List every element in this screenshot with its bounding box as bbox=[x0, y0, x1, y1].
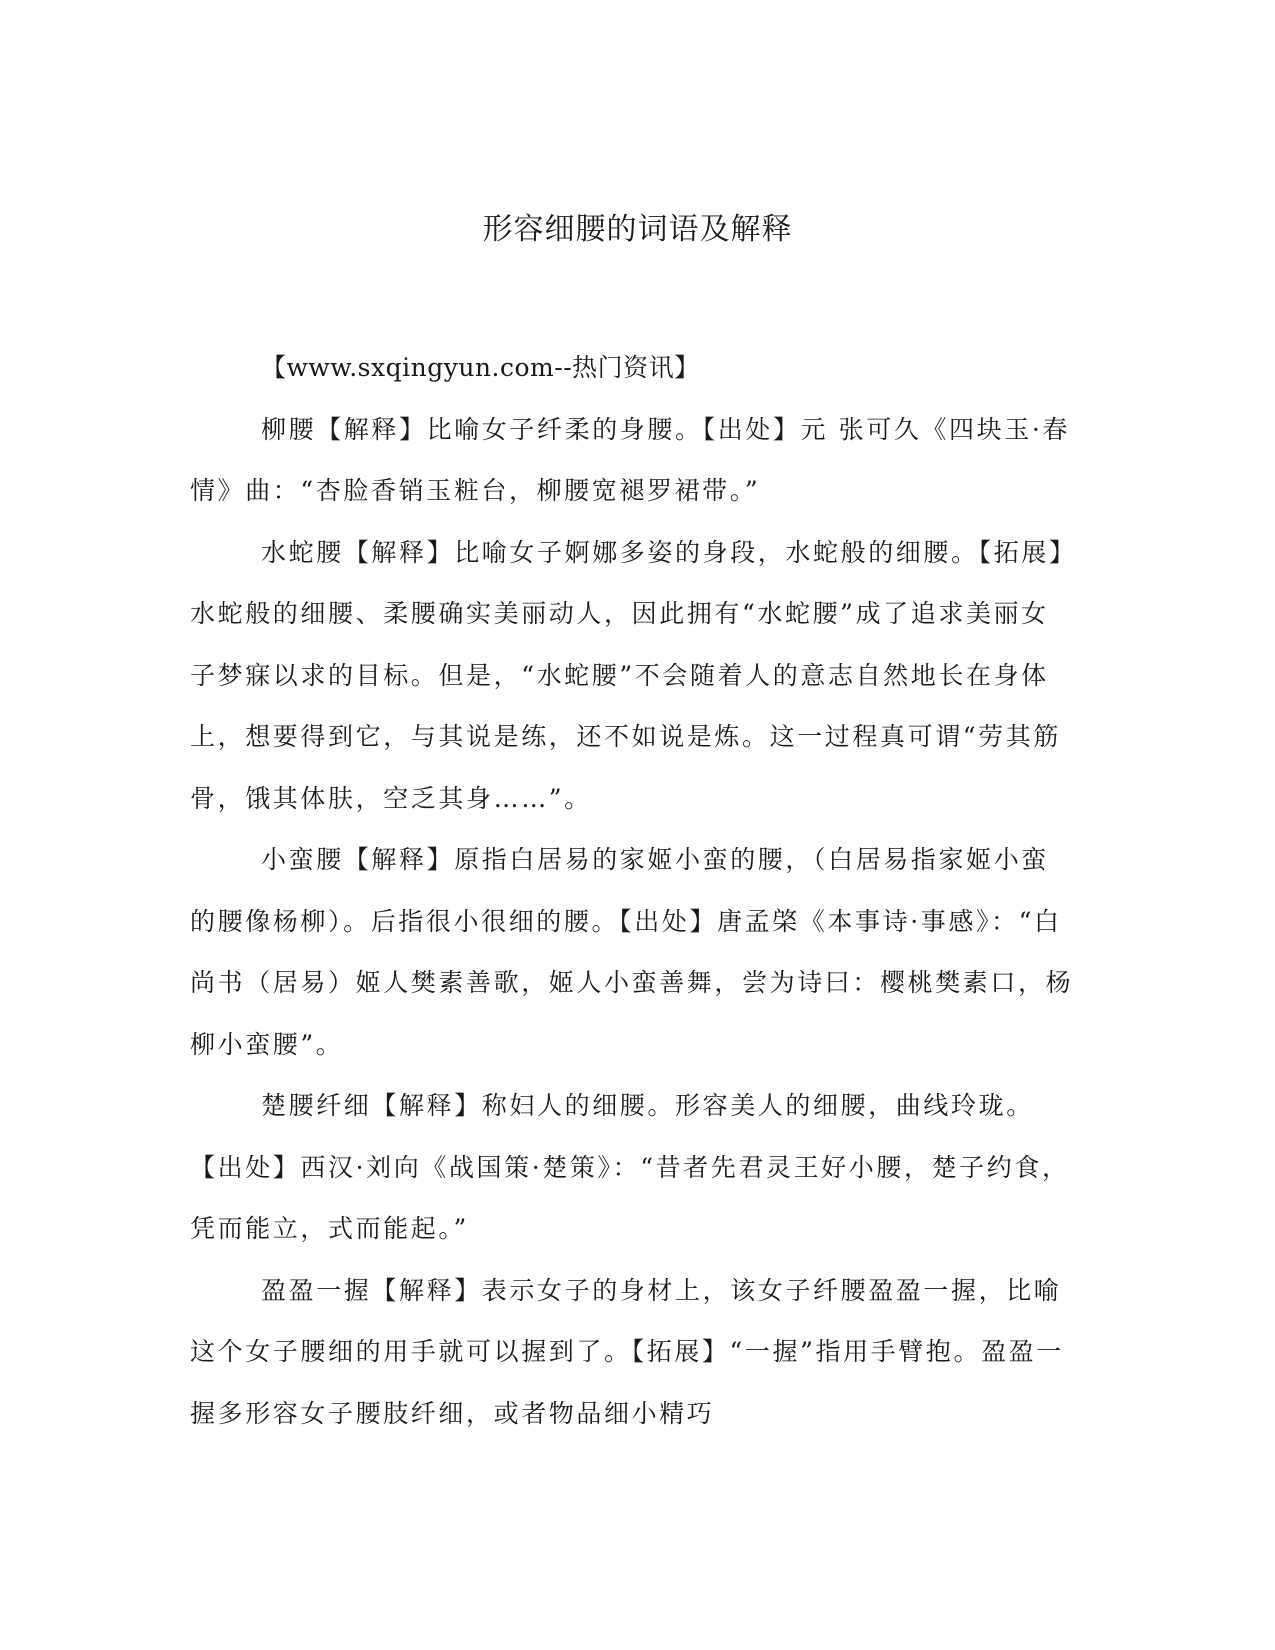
entry-shuisheyao: 水蛇腰【解释】比喻女子婀娜多姿的身段，水蛇般的细腰。【拓展】水蛇般的细腰、柔腰确实美丽动人，因此拥有“水蛇腰”成了追求美丽女子梦寐以求的目标。但是，“水蛇腰”不会随着人的意志自然地长在身体上，想要得到它，与其说是练，还不如说是炼。这一过程真可谓“劳其筋骨，饿其体肤，空乏其身……”。 bbox=[190, 537, 1065, 813]
source-line: 【www.sxqingyun.com--热门资讯】 bbox=[261, 353, 700, 382]
entry-yingyingyiwo: 盈盈一握【解释】表示女子的身材上，该女子纤腰盈盈一握，比喻这个女子腰细的用手就可以握到了。【拓展】“一握”指用手臂抱。盈盈一握多形容女子腰肢纤细，或者物品细小精巧 bbox=[190, 1275, 1064, 1428]
entry-chuyaoxianxi: 楚腰纤细【解释】称妇人的细腰。形容美人的细腰，曲线玲珑。【出处】西汉·刘向《战国策·楚策》：“昔者先君灵王好小腰，楚子约食，凭而能立，式而能起。” bbox=[190, 1091, 1070, 1243]
document-body bbox=[190, 337, 1075, 1444]
entry-liuyao: 柳腰【解释】比喻女子纤柔的身腰。【出处】元 张可久《四块玉·春情》曲：“杏脸香销玉粧台，柳腰宽褪罗裙带。” bbox=[190, 414, 1070, 505]
document-title: 形容细腰的词语及解释 bbox=[482, 212, 793, 247]
entry-xiaomanyao: 小蛮腰【解释】原指白居易的家姬小蛮的腰，（白居易指家姬小蛮的腰像杨柳）。后指很小很细的腰。【出处】唐孟棨《本事诗·事感》：“白尚书（居易）姬人樊素善歌，姬人小蛮善舞，尝为诗曰：樱桃樊素口，杨柳小蛮腰”。 bbox=[190, 845, 1074, 1059]
